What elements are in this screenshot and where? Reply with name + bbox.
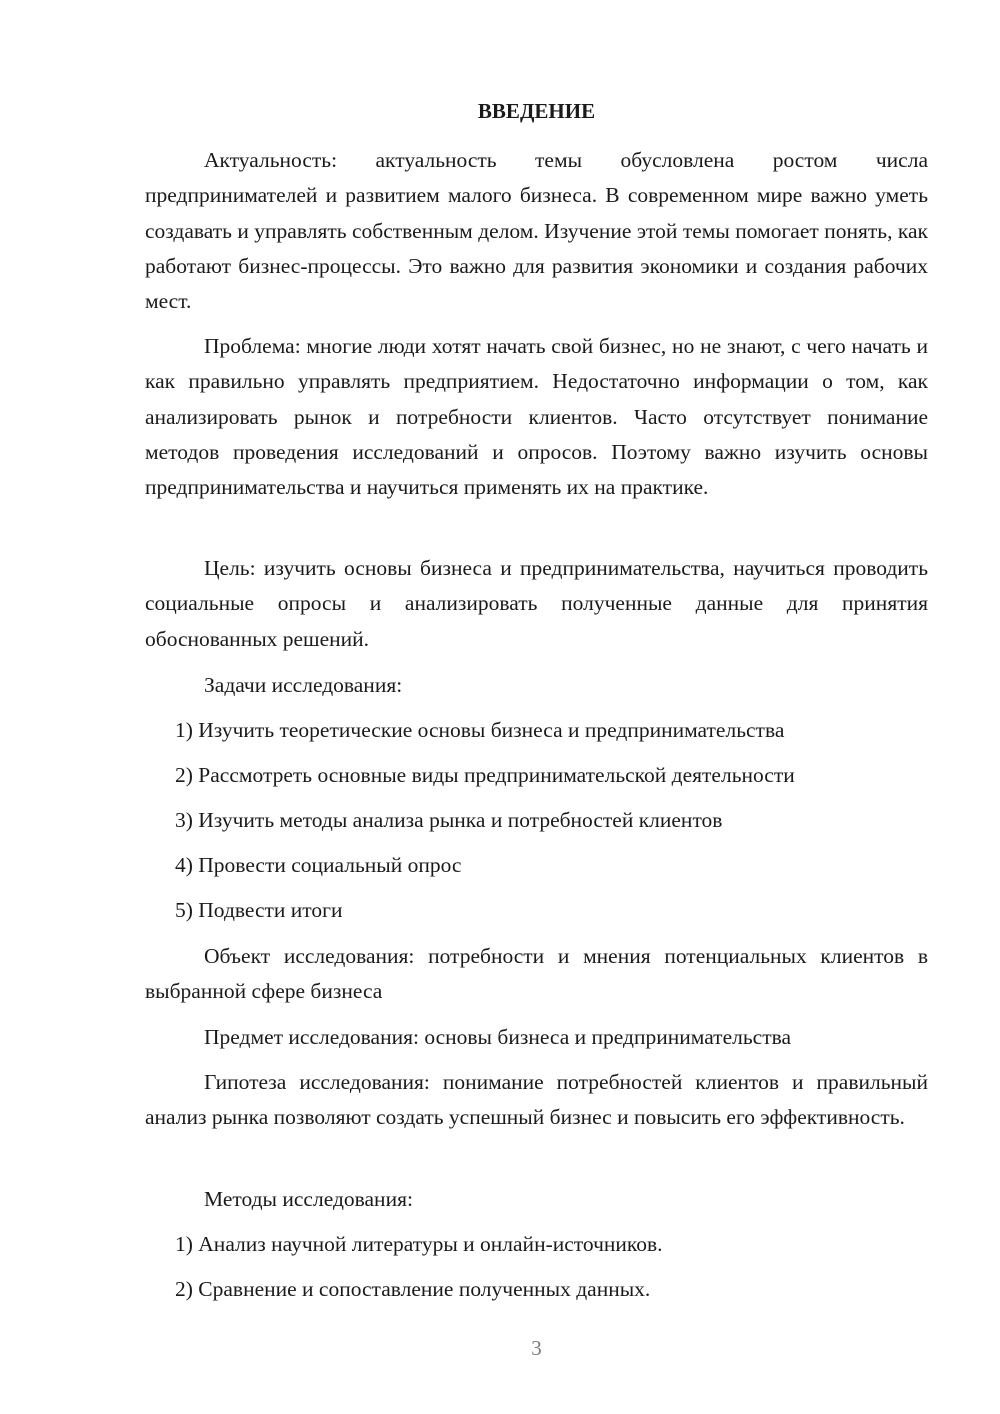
task-item-5: 5) Подвести итоги — [175, 898, 343, 922]
goal-paragraph: Цель: изучить основы бизнеса и предпринимательства, научиться проводить социальные опросы и анализировать полученные данные для принятия обоснованных решений. — [145, 556, 928, 651]
task-item-1: 1) Изучить теоретические основы бизнеса и предпринимательства — [175, 718, 785, 742]
methods-heading: Методы исследования: — [204, 1187, 413, 1211]
subject-paragraph: Предмет исследования: основы бизнеса и предпринимательства — [204, 1025, 791, 1049]
object-paragraph: Объект исследования: потребности и мнения потенциальных клиентов в выбранной сфере бизнеса — [145, 944, 928, 1004]
document-page — [145, 0, 928, 1414]
task-item-4: 4) Провести социальный опрос — [175, 853, 462, 877]
section-title: ВВЕДЕНИЕ — [477, 99, 596, 123]
task-item-3: 3) Изучить методы анализа рынка и потребностей клиентов — [175, 808, 723, 832]
problem-paragraph: Проблема: многие люди хотят начать свой бизнес, но не знают, с чего начать и как правильно управлять предприятием. Недостаточно информации о том, как анализировать рынок и потребности клиентов. Часто отсутствует понимание методов проведения исследований и опросов. Поэтому важно изучить основы предпринимательства и научиться применять их на практике. — [145, 334, 928, 500]
page-number: 3 — [531, 1336, 542, 1360]
hypothesis-paragraph: Гипотеза исследования: понимание потребностей клиентов и правильный анализ рынка позволяют создать успешный бизнес и повысить его эффективность. — [145, 1070, 928, 1130]
method-item-1: 1) Анализ научной литературы и онлайн-источников. — [175, 1232, 663, 1256]
method-item-2: 2) Сравнение и сопоставление полученных данных. — [175, 1277, 651, 1301]
tasks-heading: Задачи исследования: — [204, 673, 403, 697]
task-item-2: 2) Рассмотреть основные виды предпринимательской деятельности — [175, 763, 795, 787]
relevance-paragraph: Актуальность: актуальность темы обусловлена ростом числа предпринимателей и развитием малого бизнеса. В современном мире важно уметь создавать и управлять собственным делом. Изучение этой темы помогает понять, как работают бизнес-процессы. Это важно для развития экономики и создания рабочих мест. — [145, 148, 928, 314]
